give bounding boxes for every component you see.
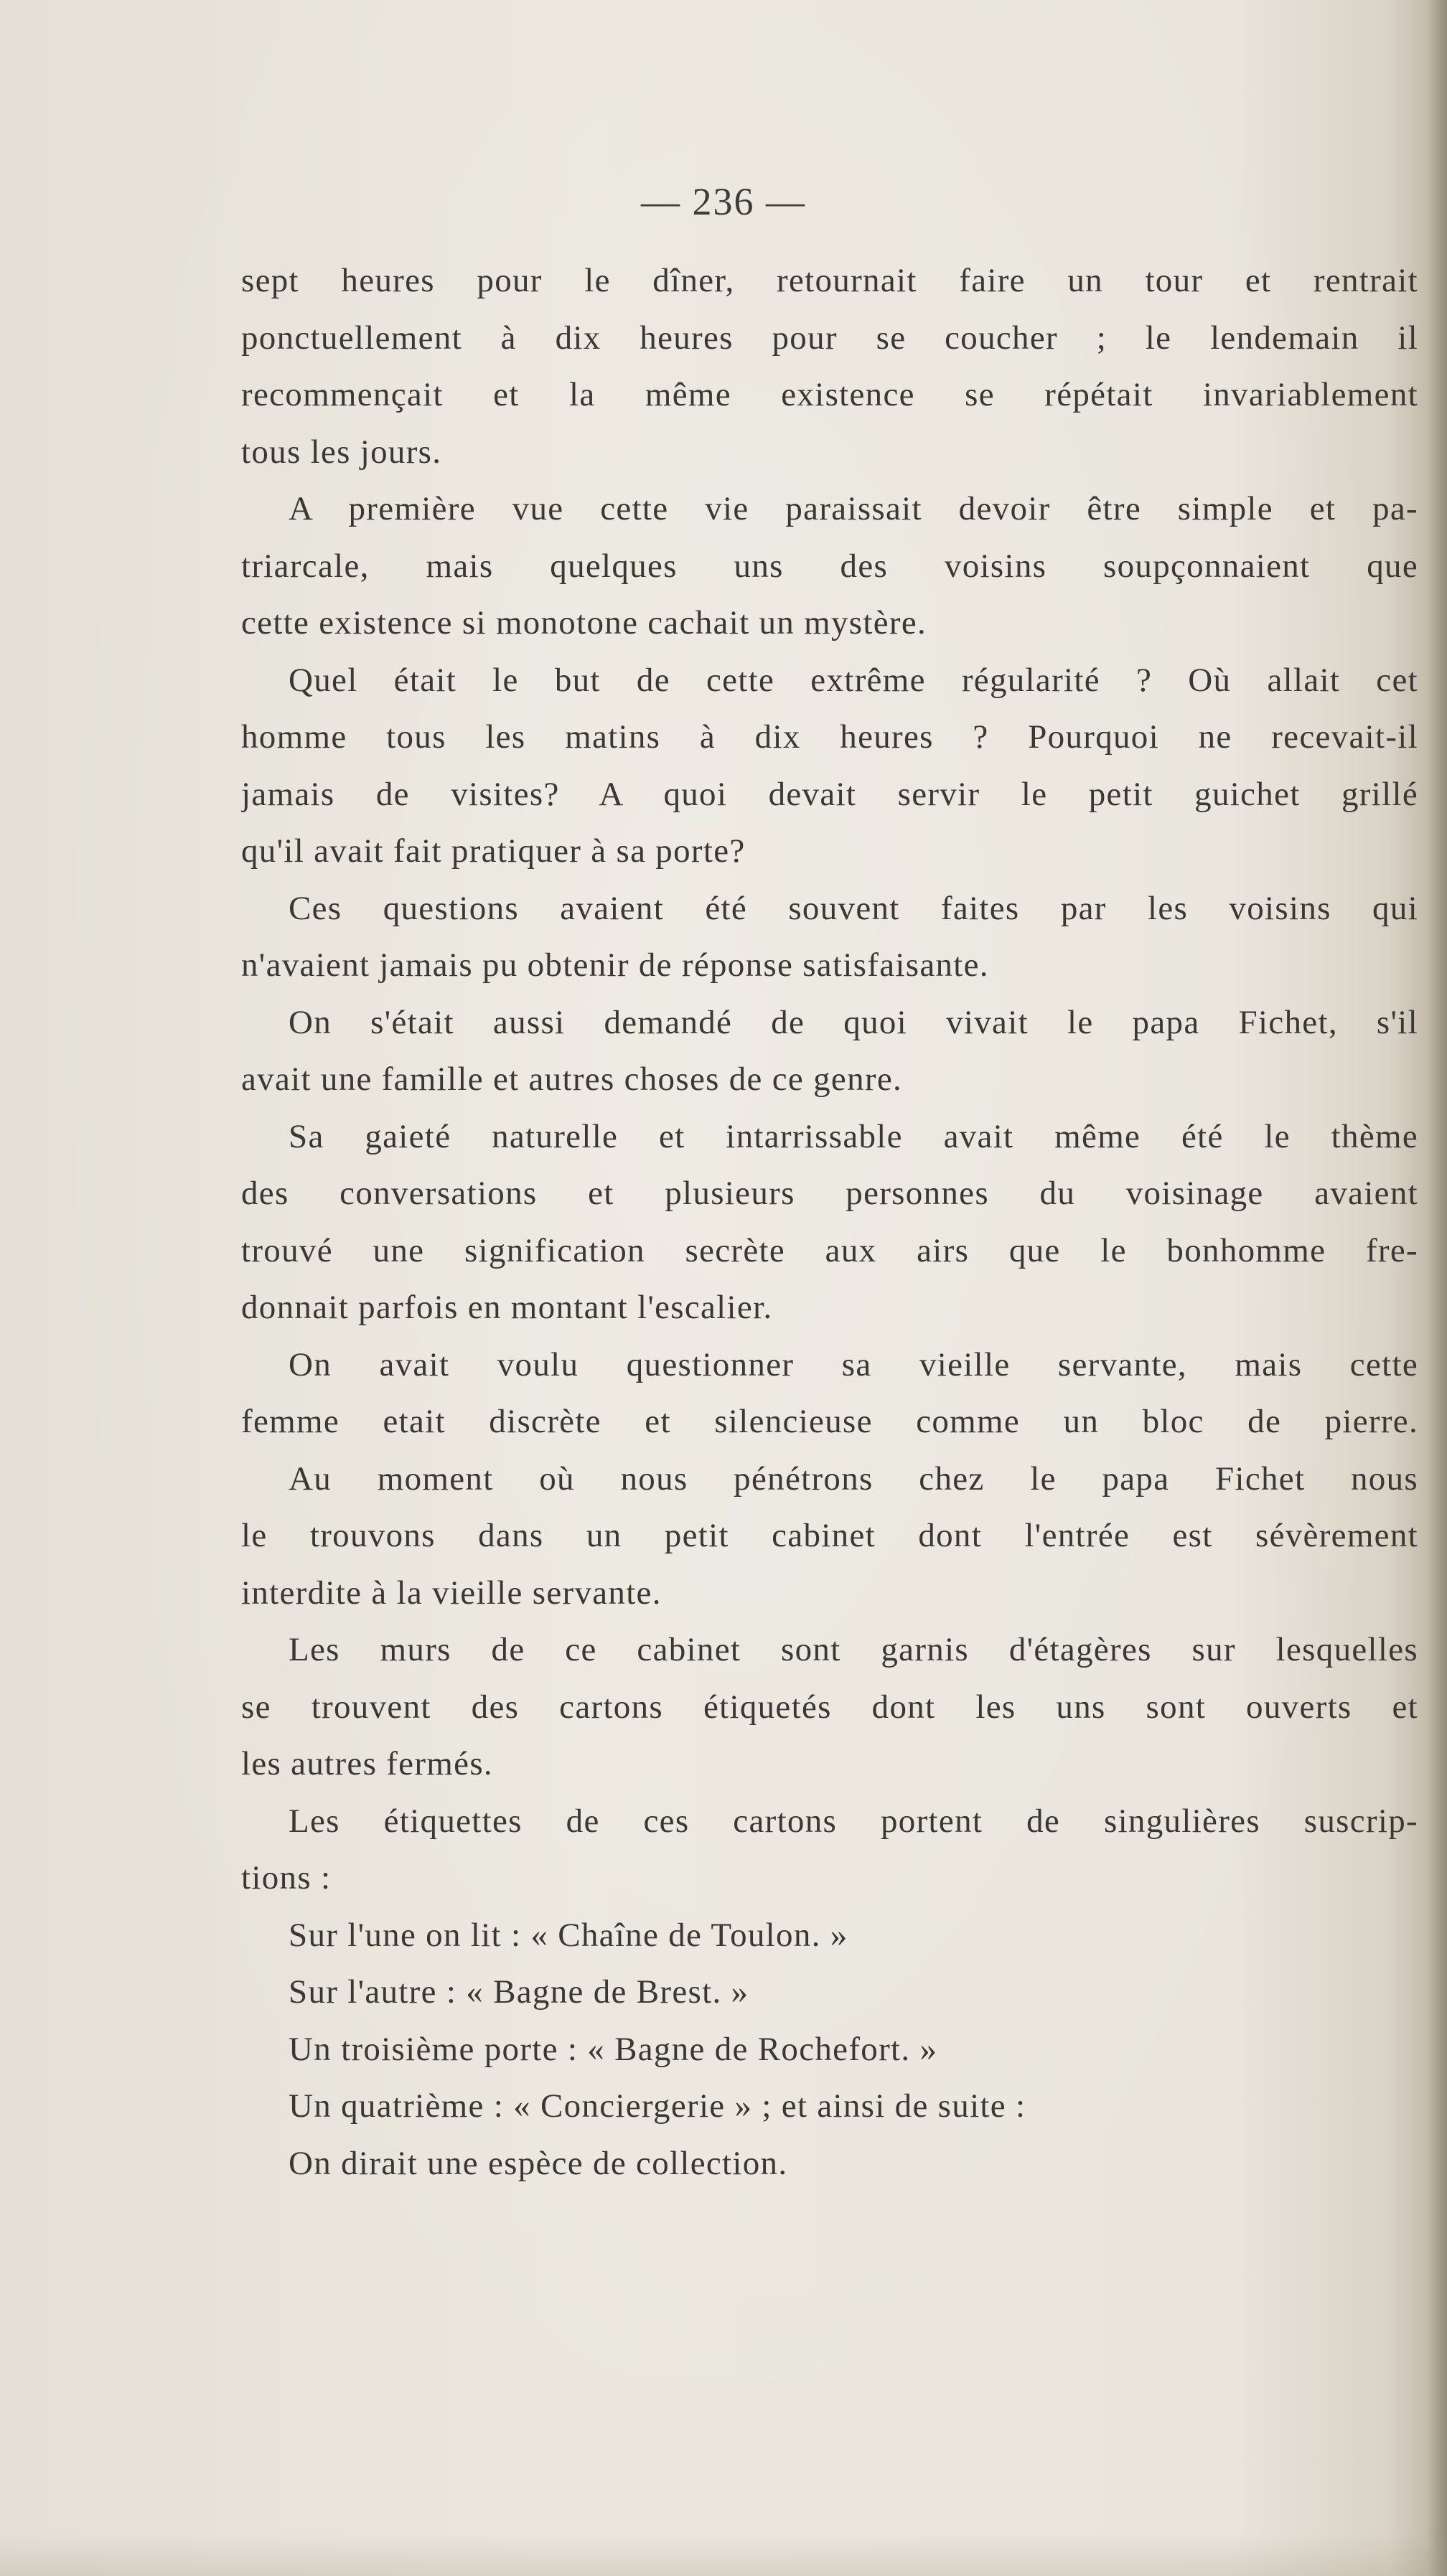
text-line: Sur l'autre : « Bagne de Brest. » (289, 1973, 749, 2011)
page-bottom-shadow (0, 2533, 1447, 2576)
text-line: Sa gaieté naturelle et intarrissable avait même été le thème (289, 1117, 1418, 1155)
text-line: qu'il avait fait pratiquer à sa porte? (241, 832, 746, 870)
text-line: Au moment où nous pénétrons chez le papa Fichet nous (289, 1459, 1418, 1498)
text-line: On s'était aussi demandé de quoi vivait le papa Fichet, s'il (289, 1003, 1418, 1041)
text-line: Un quatrième : « Conciergerie » ; et ainsi de suite : (289, 2087, 1026, 2125)
text-line: jamais de visites? A quoi devait servir le petit guichet grillé (241, 775, 1418, 813)
page-edge-shadow (1427, 0, 1447, 2576)
text-line: Les murs de ce cabinet sont garnis d'étagères sur lesquelles (289, 1631, 1418, 1668)
text-line: les autres fermés. (241, 1745, 493, 1782)
text-line: sept heures pour le dîner, retournait faire un tour et rentrait (241, 262, 1418, 299)
text-line: ponctuellement à dix heures pour se coucher ; le lendemain il (241, 319, 1418, 357)
text-line: tions : (241, 1859, 332, 1896)
text-line: Les étiquettes de ces cartons portent de singulières suscrip- (289, 1802, 1418, 1840)
text-line: Quel était le but de cette extrême régularité ? Où allait cet (289, 661, 1418, 699)
body-text (241, 253, 1430, 2192)
text-line: On avait voulu questionner sa vieille servante, mais cette (289, 1345, 1418, 1383)
text-line: des conversations et plusieurs personnes du voisinage avaient (241, 1175, 1418, 1212)
text-line: trouvé une signification secrète aux airs que le bonhomme fre- (241, 1231, 1418, 1269)
text-line: tous les jours. (241, 433, 442, 471)
text-line: triarcale, mais quelques uns des voisins soupçonnaient que (241, 547, 1418, 585)
text-line: n'avaient jamais pu obtenir de réponse satisfaisante. (241, 946, 989, 984)
text-line: Sur l'une on lit : « Chaîne de Toulon. » (289, 1916, 848, 1954)
text-line: A première vue cette vie paraissait devoir être simple et pa- (289, 490, 1418, 527)
text-line: cette existence si monotone cachait un mystère. (241, 604, 927, 641)
text-line: recommençait et la même existence se répétait invariablement (241, 376, 1418, 413)
text-line: interdite à la vieille servante. (241, 1574, 662, 1612)
text-line: le trouvons dans un petit cabinet dont l'entrée est sévèrement (241, 1517, 1418, 1554)
text-line: donnait parfois en montant l'escalier. (241, 1289, 773, 1326)
text-line: Ces questions avaient été souvent faites par les voisins qui (289, 889, 1418, 927)
text-line: On dirait une espèce de collection. (289, 2144, 788, 2182)
text-line: se trouvent des cartons étiquetés dont les uns sont ouverts et (241, 1688, 1418, 1726)
text-line: femme etait discrète et silencieuse comme un bloc de pierre. (241, 1403, 1418, 1440)
text-line: avait une famille et autres choses de ce genre. (241, 1061, 903, 1098)
page-number: — 236 — (641, 180, 806, 223)
text-line: homme tous les matins à dix heures ? Pourquoi ne recevait-il (241, 718, 1418, 756)
text-line: Un troisième porte : « Bagne de Rochefort. » (289, 2030, 938, 2068)
